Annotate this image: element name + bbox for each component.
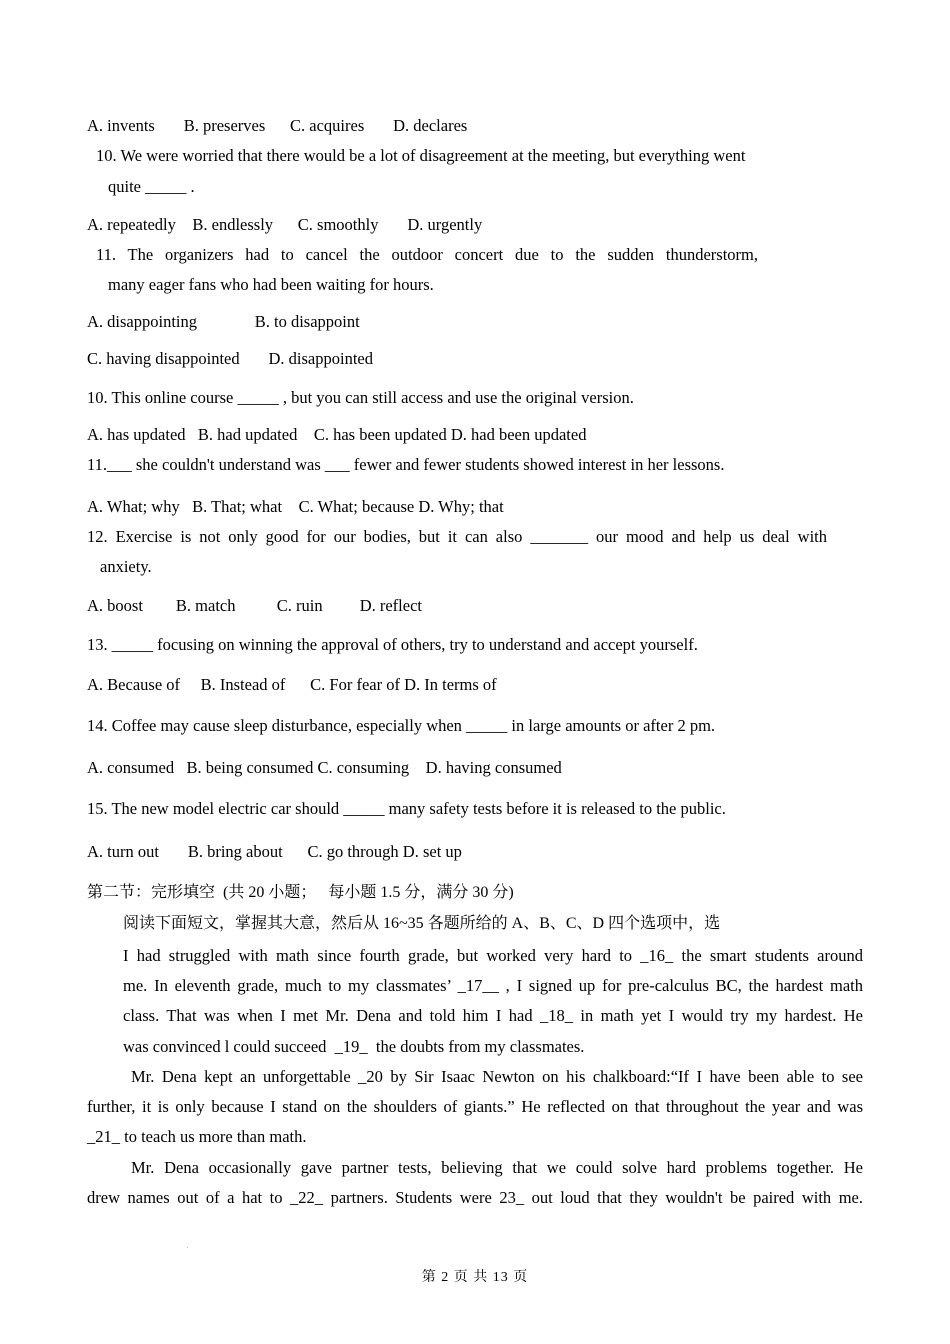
q11-stem: 11. The organizers had to cancel the outdoor concert due to the sudden thunderstorm, xyxy=(96,245,758,264)
page-footer: 第 2 页 共 13 页 xyxy=(421,1270,529,1285)
q14-stem: 14. Coffee may cause sleep disturbance, especially when _____ in large amounts or after 2 pm. xyxy=(87,716,716,735)
q9-options: A. invents B. preserves C. acquires D. declares xyxy=(87,116,468,135)
q10b-stem: 10. This online course _____ , but you can still access and use the original version. xyxy=(87,388,634,407)
passage-line-3: class. That was when I met Mr. Dena and told him I had _18_ in math yet I would try my hardest. He xyxy=(123,1006,863,1025)
q10b-options: A. has updated B. had updated C. has been updated D. had been updated xyxy=(87,425,587,444)
stray-dot xyxy=(187,1247,188,1248)
q10-options: A. repeatedly B. endlessly C. smoothly D. urgently xyxy=(87,215,483,234)
q10-stem: 10. We were worried that there would be a lot of disagreement at the meeting, but everything went xyxy=(96,146,746,165)
q13-options: A. Because of B. Instead of C. For fear of D. In terms of xyxy=(87,675,497,694)
passage-line-6: further, it is only because I stand on the shoulders of giants.” He reflected on that throughout the year and was xyxy=(87,1097,863,1116)
passage-line-2: me. In eleventh grade, much to my classmates’ _17__ , I signed up for pre-calculus BC, the hardest math xyxy=(123,976,863,995)
section-heading: 第二节：完形填空 (共 20 小题； 每小题 1.5 分，满分 30 分) xyxy=(87,884,514,901)
q11-stem-cont: many eager fans who had been waiting for hours. xyxy=(108,275,434,294)
passage-line-9: drew names out of a hat to _22_ partners. Students were 23_ out loud that they wouldn't be paired with me. xyxy=(87,1188,863,1207)
q12-options: A. boost B. match C. ruin D. reflect xyxy=(87,596,422,615)
passage-line-1: I had struggled with math since fourth grade, but worked very hard to _16_ the smart students around xyxy=(123,946,863,965)
q11b-options: A. What; why B. That; what C. What; because D. Why; that xyxy=(87,497,504,516)
passage-line-8: Mr. Dena occasionally gave partner tests, believing that we could solve hard problems together. He xyxy=(131,1158,863,1177)
q15-options: A. turn out B. bring about C. go through D. set up xyxy=(87,842,462,861)
q11-options-b: C. having disappointed D. disappointed xyxy=(87,349,373,368)
passage-line-7: _21_ to teach us more than math. xyxy=(87,1127,307,1146)
q13-stem: 13. _____ focusing on winning the approval of others, try to understand and accept yourself. xyxy=(87,635,698,654)
q14-options: A. consumed B. being consumed C. consuming D. having consumed xyxy=(87,758,562,777)
q15-stem: 15. The new model electric car should _____ many safety tests before it is released to the public. xyxy=(87,799,726,818)
q12-stem: 12. Exercise is not only good for our bodies, but it can also _______ our mood and help us deal with xyxy=(87,527,827,546)
section-instruction: 阅读下面短文，掌握其大意，然后从 16~35 各题所给的 A、B、C、D 四个选项中，选 xyxy=(123,915,721,932)
q12-stem-cont: anxiety. xyxy=(100,557,152,576)
passage-line-5: Mr. Dena kept an unforgettable _20 by Sir Isaac Newton on his chalkboard:“If I have been able to see xyxy=(131,1067,863,1086)
passage-line-4: was convinced l could succeed _19_ the doubts from my classmates. xyxy=(123,1037,585,1056)
q10-stem-cont: quite _____ . xyxy=(108,177,195,196)
q11-options-a: A. disappointing B. to disappoint xyxy=(87,312,360,331)
q11b-stem: 11.___ she couldn't understand was ___ fewer and fewer students showed interest in her lessons. xyxy=(87,455,725,474)
